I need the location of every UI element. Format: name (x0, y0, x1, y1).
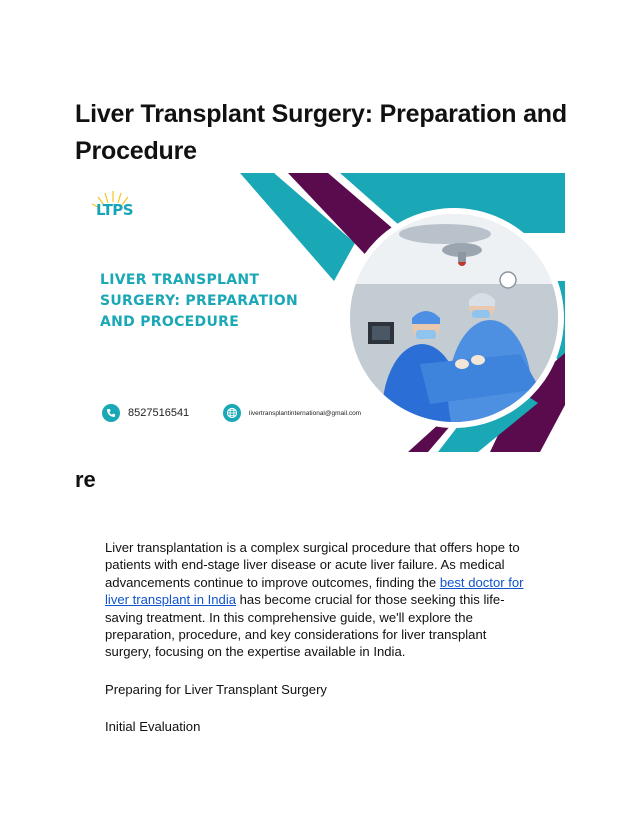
intro-text-end: has become crucial for those seeking this life-saving treatment. In this comprehensive guide, we'll explore the preparation, procedure, and key considerations for liver transplant surgery, focusing on the expertise available in India. (105, 592, 505, 660)
contact-phone (102, 403, 189, 423)
best-doctor-link[interactable]: best doctor for liver transplant in India (105, 574, 524, 608)
subsection-heading: Initial Evaluation (105, 719, 201, 734)
logo-text: LTPS (96, 201, 134, 219)
phone-number: 8527516541 (128, 407, 190, 419)
intro-paragraph (105, 539, 530, 661)
email-address: livertransplantinternational@gmail.com (249, 409, 362, 417)
globe-icon (223, 404, 241, 422)
surgery-photo (350, 214, 558, 422)
phone-icon (102, 404, 120, 422)
page-title: Liver Transplant Surgery: Preparation and Procedure (75, 100, 567, 165)
intro-text-start: Liver transplantation is a complex surgical procedure that offers hope to patients with end-stage liver disease or acute liver failure. As medical advancements continue to improve outcomes, finding the (105, 540, 520, 590)
contact-email (223, 403, 361, 423)
banner-heading: LIVER TRANSPLANT SURGERY: PREPARATION AND PROCEDURE (100, 272, 299, 330)
heading-fragment: re (75, 467, 96, 492)
section-heading: Preparing for Liver Transplant Surgery (105, 682, 327, 697)
banner-image (78, 173, 565, 452)
